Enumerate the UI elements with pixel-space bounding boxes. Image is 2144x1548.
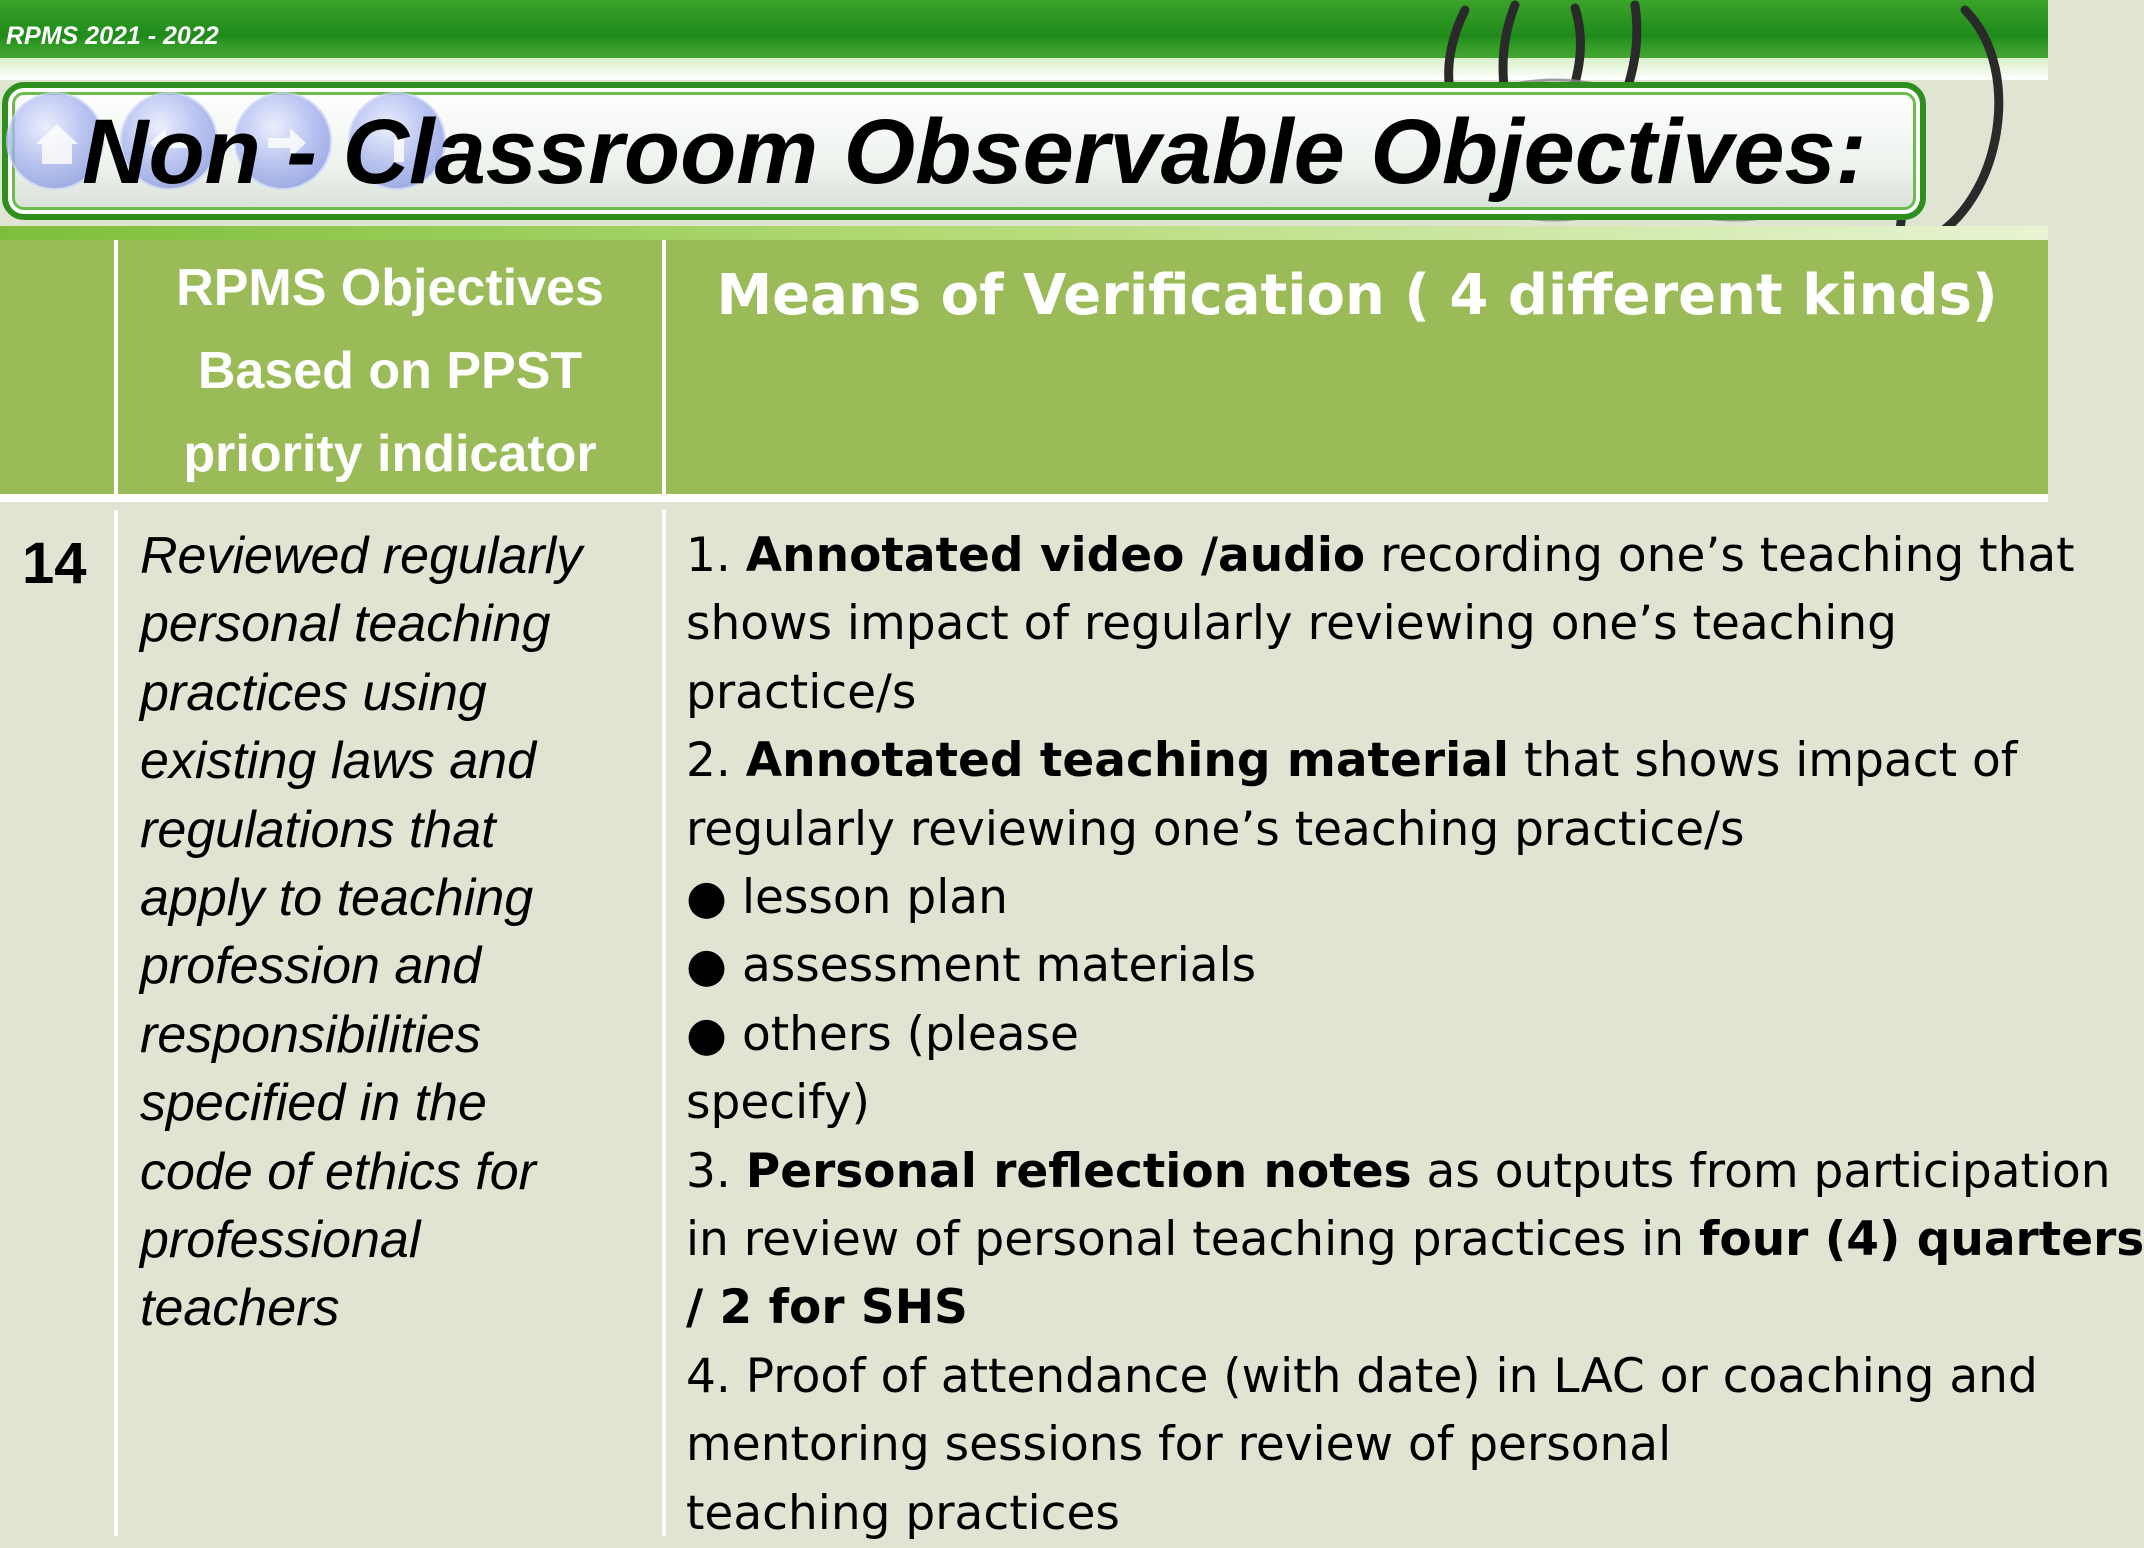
mov-line: specify) [686,1075,871,1131]
objective-line: personal teaching [140,595,551,654]
mov-bullet-others: ● others (please [686,1006,1079,1062]
mov-bullet-lesson-plan: ● lesson plan [686,870,1008,926]
mov-line: practice/s [686,664,917,720]
objective-line: existing laws and [140,732,536,791]
cell-means-of-verification [666,510,2144,1541]
objective-line: profession and [140,937,482,996]
page-title: Non - Classroom Observable Objectives: [82,101,1867,203]
header-cell-means-of-verification [666,240,2048,502]
objective-line: teachers [140,1279,340,1338]
objective-line: apply to teaching [140,869,534,928]
header-objectives-line: Based on PPST [197,342,583,400]
header-mov-label: Means of Verification ( 4 different kinds) [716,263,1998,328]
mov-line: teaching practices [686,1485,1120,1541]
objective-line: Reviewed regularly [140,527,583,585]
objective-line: practices using [140,663,487,722]
mov-bullet-assessment: ● assessment materials [686,938,1257,994]
mov-line: shows impact of regularly reviewing one’s teaching [686,596,1897,652]
cell-objective [118,510,666,1536]
mov-item-2: 2. Annotated teaching material that shows impact of [686,733,2018,789]
header-cell-number [0,240,118,502]
year-label: RPMS 2021 - 2022 [6,22,219,50]
home-icon [30,116,84,170]
mov-line: mentoring sessions for review of personal [686,1417,1672,1473]
objective-line: code of ethics for [140,1142,536,1201]
mov-line: in review of personal teaching practices in four (4) quarters [686,1212,2144,1268]
mov-text [686,522,2144,1548]
objective-text [140,522,660,1343]
cell-row-number [0,510,118,1536]
objectives-table [0,240,2144,1541]
header-objectives-line: priority indicator [183,425,597,483]
mov-item-1: 1. Annotated video /audio recording one’s teaching that [686,528,2075,583]
title-stripe [0,226,2048,240]
objective-line: professional [140,1211,421,1270]
mov-item-3: 3. Personal reflection notes as outputs from participation [686,1143,2111,1199]
row-number: 14 [22,531,87,596]
mov-line: / 2 for SHS [686,1280,968,1336]
mov-line: regularly reviewing one’s teaching practice/s [686,801,1745,857]
header-objectives-line: RPMS Objectives [176,259,604,317]
objective-line: specified in the [140,1074,487,1133]
objective-line: regulations that [140,800,496,859]
mov-item-4: 4. Proof of attendance (with date) in LAC or coaching and [686,1348,2038,1404]
objective-line: responsibilities [140,1005,482,1064]
header-cell-objectives [118,240,666,502]
